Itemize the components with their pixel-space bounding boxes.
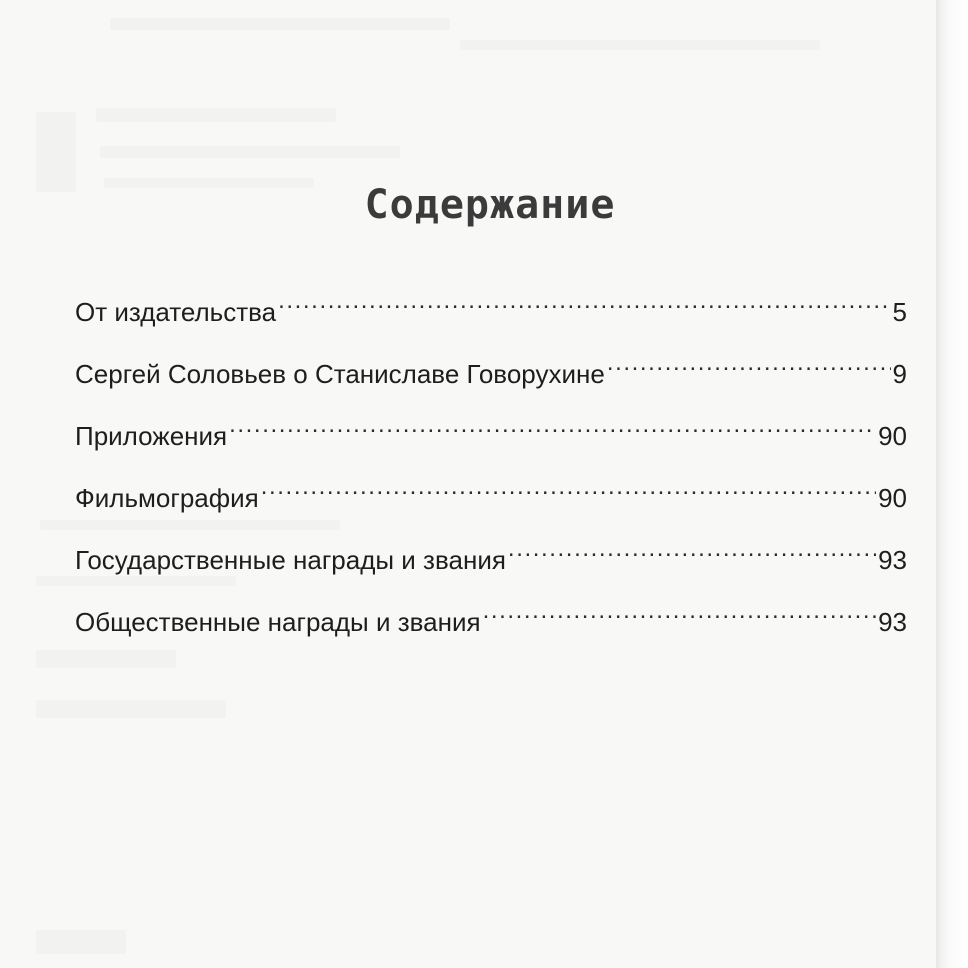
show-through-mark xyxy=(100,146,400,158)
dot-leader xyxy=(508,538,876,569)
contents-entry xyxy=(75,352,907,414)
show-through-mark xyxy=(36,112,76,192)
dot-leader xyxy=(229,414,876,445)
entry-page-number: 9 xyxy=(892,359,907,390)
contents-entry xyxy=(75,290,907,352)
entry-title: Государственные награды и звания xyxy=(75,545,506,576)
entry-title: Фильмография xyxy=(75,483,259,514)
contents-entry xyxy=(75,600,907,662)
entry-title: Общественные награды и звания xyxy=(75,607,481,638)
entry-page-number: 90 xyxy=(878,483,907,514)
entry-page-number: 90 xyxy=(878,421,907,452)
show-through-mark xyxy=(460,40,820,50)
entry-title: От издательства xyxy=(75,297,277,328)
contents-list xyxy=(75,290,907,662)
entry-title: Приложения xyxy=(75,421,228,452)
show-through-mark xyxy=(36,700,226,718)
show-through-mark xyxy=(36,930,126,954)
contents-entry xyxy=(75,538,907,600)
dot-leader xyxy=(261,476,876,507)
contents-heading: Содержание xyxy=(364,182,616,228)
show-through-mark xyxy=(110,18,450,30)
entry-page-number: 5 xyxy=(892,297,907,328)
page-edge xyxy=(936,0,968,968)
contents-entry xyxy=(75,414,907,476)
dot-leader xyxy=(278,290,890,321)
entry-page-number: 93 xyxy=(878,607,907,638)
entry-page-number: 93 xyxy=(878,545,907,576)
entry-title: Сергей Соловьев о Станиславе Говорухине xyxy=(75,359,605,390)
dot-leader xyxy=(607,352,891,383)
dot-leader xyxy=(483,600,877,631)
contents-entry xyxy=(75,476,907,538)
show-through-mark xyxy=(96,108,336,122)
